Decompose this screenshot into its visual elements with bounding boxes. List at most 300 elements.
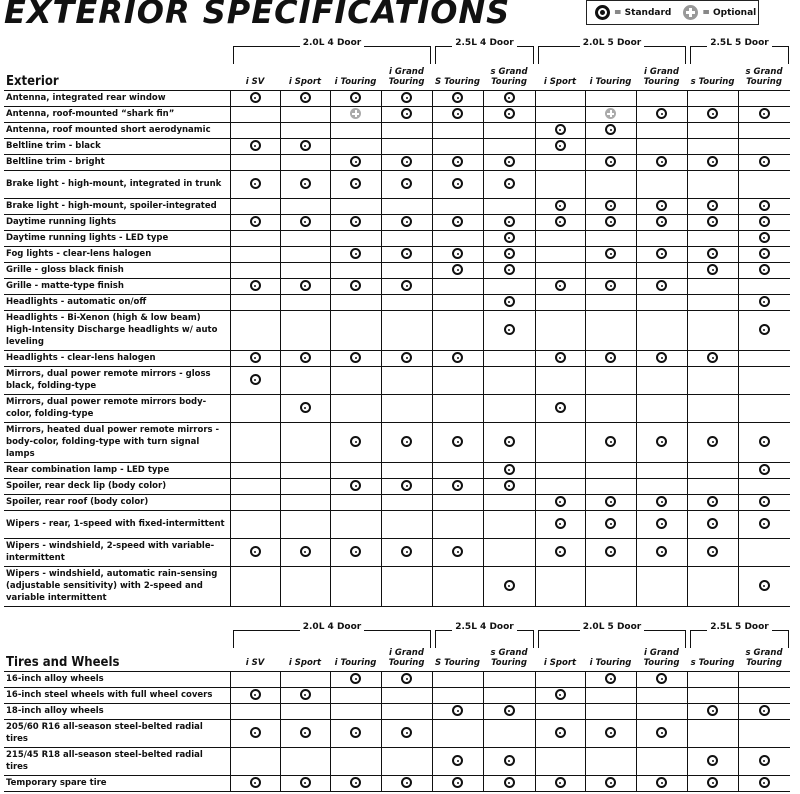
availability-cell: [230, 170, 280, 198]
availability-cell: [432, 566, 483, 606]
availability-cell: [535, 230, 585, 246]
availability-cell: [687, 246, 738, 262]
availability-cell: [636, 422, 687, 462]
group-label: 2.0L 5 Door: [580, 622, 644, 632]
optional-icon: [605, 108, 616, 119]
standard-icon: [504, 296, 515, 307]
availability-cell: [381, 262, 432, 278]
availability-cell: [687, 106, 738, 122]
availability-cell: [535, 198, 585, 214]
availability-cell: [483, 262, 535, 278]
table-row: [4, 170, 790, 198]
availability-cell: [585, 154, 636, 170]
standard-icon: [656, 200, 667, 211]
availability-cell: [738, 687, 790, 703]
availability-cell: [535, 246, 585, 262]
availability-cell: [687, 366, 738, 394]
legend-optional-label: = Optional: [702, 7, 757, 18]
availability-cell: [585, 90, 636, 106]
availability-cell: [432, 538, 483, 566]
group-label: 2.0L 5 Door: [580, 38, 644, 48]
standard-icon: [759, 705, 770, 716]
availability-cell: [636, 478, 687, 494]
standard-icon: [707, 264, 718, 275]
availability-cell: [535, 494, 585, 510]
standard-icon: [350, 156, 361, 167]
standard-icon: [555, 777, 566, 788]
availability-cell: [280, 310, 330, 350]
standard-icon: [707, 755, 718, 766]
standard-icon: [656, 156, 667, 167]
availability-cell: [381, 230, 432, 246]
feature-label: Antenna, integrated rear window: [4, 90, 230, 106]
availability-cell: [585, 138, 636, 154]
availability-cell: [230, 462, 280, 478]
standard-icon: [350, 777, 361, 788]
standard-icon: [605, 496, 616, 507]
standard-icon: [605, 280, 616, 291]
availability-cell: [585, 494, 636, 510]
availability-cell: [432, 214, 483, 230]
availability-cell: [483, 478, 535, 494]
availability-cell: [432, 230, 483, 246]
availability-cell: [230, 214, 280, 230]
availability-cell: [432, 747, 483, 775]
standard-icon: [707, 546, 718, 557]
availability-cell: [738, 262, 790, 278]
availability-cell: [687, 775, 738, 791]
availability-cell: [381, 510, 432, 538]
availability-cell: [483, 154, 535, 170]
availability-cell: [432, 687, 483, 703]
standard-icon: [350, 280, 361, 291]
availability-cell: [585, 394, 636, 422]
availability-cell: [738, 350, 790, 366]
availability-cell: [381, 775, 432, 791]
feature-label: Brake light - high-mount, spoiler-integrated: [4, 198, 230, 214]
standard-icon: [452, 248, 463, 259]
availability-cell: [636, 230, 687, 246]
availability-cell: [432, 350, 483, 366]
standard-icon: [452, 777, 463, 788]
standard-icon: [350, 436, 361, 447]
availability-cell: [738, 478, 790, 494]
availability-cell: [636, 90, 687, 106]
availability-cell: [381, 154, 432, 170]
standard-icon: [759, 264, 770, 275]
standard-icon: [707, 777, 718, 788]
availability-cell: [535, 719, 585, 747]
standard-icon: [401, 108, 412, 119]
availability-cell: [432, 122, 483, 138]
standard-icon: [401, 436, 412, 447]
trim-header: i Sport: [280, 639, 330, 671]
standard-icon: [759, 777, 770, 788]
standard-icon: [300, 402, 311, 413]
availability-cell: [230, 775, 280, 791]
availability-cell: [636, 747, 687, 775]
trim-header: s Touring: [687, 639, 738, 671]
availability-cell: [483, 198, 535, 214]
standard-icon: [656, 436, 667, 447]
table-row: [4, 510, 790, 538]
availability-cell: [687, 687, 738, 703]
availability-cell: [432, 510, 483, 538]
availability-cell: [585, 230, 636, 246]
availability-cell: [585, 719, 636, 747]
availability-cell: [330, 538, 381, 566]
standard-icon: [250, 280, 261, 291]
table-row: [4, 138, 790, 154]
availability-cell: [330, 262, 381, 278]
standard-icon: [350, 480, 361, 491]
standard-icon: [555, 200, 566, 211]
availability-cell: [330, 687, 381, 703]
table-row: [4, 294, 790, 310]
availability-cell: [381, 350, 432, 366]
availability-cell: [230, 198, 280, 214]
availability-cell: [636, 703, 687, 719]
group-label: 2.5L 4 Door: [452, 622, 516, 632]
feature-label: Daytime running lights: [4, 214, 230, 230]
availability-cell: [636, 246, 687, 262]
standard-icon: [250, 777, 261, 788]
availability-cell: [280, 138, 330, 154]
availability-cell: [535, 510, 585, 538]
group-label: 2.0L 4 Door: [300, 622, 364, 632]
standard-icon: [707, 705, 718, 716]
availability-cell: [330, 294, 381, 310]
availability-cell: [230, 106, 280, 122]
table-row: [4, 246, 790, 262]
availability-cell: [687, 462, 738, 478]
availability-cell: [280, 494, 330, 510]
availability-cell: [330, 154, 381, 170]
availability-cell: [636, 494, 687, 510]
availability-cell: [738, 106, 790, 122]
availability-cell: [687, 90, 738, 106]
group-label: 2.0L 4 Door: [300, 38, 364, 48]
availability-cell: [381, 310, 432, 350]
standard-icon: [656, 496, 667, 507]
tires-table: [4, 639, 790, 792]
availability-cell: [483, 310, 535, 350]
availability-cell: [230, 538, 280, 566]
standard-icon: [759, 232, 770, 243]
standard-icon: [707, 518, 718, 529]
availability-cell: [636, 154, 687, 170]
availability-cell: [585, 294, 636, 310]
table-row: [4, 230, 790, 246]
availability-cell: [738, 138, 790, 154]
standard-icon: [401, 248, 412, 259]
feature-label: Spoiler, rear roof (body color): [4, 494, 230, 510]
standard-icon: [350, 216, 361, 227]
availability-cell: [535, 122, 585, 138]
availability-cell: [585, 671, 636, 687]
availability-cell: [330, 214, 381, 230]
availability-cell: [738, 775, 790, 791]
availability-cell: [483, 671, 535, 687]
feature-label: Grille - matte-type finish: [4, 278, 230, 294]
availability-cell: [636, 566, 687, 606]
availability-cell: [585, 703, 636, 719]
availability-cell: [230, 310, 280, 350]
standard-icon: [759, 464, 770, 475]
availability-cell: [636, 394, 687, 422]
optional-icon: [683, 5, 698, 20]
standard-icon: [250, 178, 261, 189]
standard-icon: [401, 673, 412, 684]
availability-cell: [585, 170, 636, 198]
availability-cell: [230, 671, 280, 687]
availability-cell: [535, 366, 585, 394]
standard-icon: [452, 546, 463, 557]
standard-icon: [452, 178, 463, 189]
standard-icon: [350, 727, 361, 738]
availability-cell: [432, 154, 483, 170]
standard-icon: [707, 216, 718, 227]
standard-icon: [504, 464, 515, 475]
availability-cell: [230, 478, 280, 494]
standard-icon: [504, 436, 515, 447]
standard-icon: [605, 546, 616, 557]
standard-icon: [555, 402, 566, 413]
availability-cell: [687, 566, 738, 606]
availability-cell: [381, 138, 432, 154]
availability-cell: [280, 422, 330, 462]
exterior-table: [4, 58, 790, 607]
trim-header: i Touring: [585, 639, 636, 671]
availability-cell: [280, 366, 330, 394]
availability-cell: [381, 478, 432, 494]
standard-icon: [452, 755, 463, 766]
feature-label: Grille - gloss black finish: [4, 262, 230, 278]
availability-cell: [535, 310, 585, 350]
standard-icon: [401, 156, 412, 167]
standard-icon: [504, 156, 515, 167]
availability-cell: [280, 154, 330, 170]
standard-icon: [504, 92, 515, 103]
availability-cell: [230, 154, 280, 170]
availability-cell: [330, 478, 381, 494]
availability-cell: [535, 106, 585, 122]
availability-cell: [432, 703, 483, 719]
standard-icon: [300, 689, 311, 700]
availability-cell: [585, 106, 636, 122]
feature-label: 16-inch alloy wheels: [4, 671, 230, 687]
standard-icon: [401, 352, 412, 363]
trim-header: s Grand Touring: [738, 58, 790, 90]
availability-cell: [330, 494, 381, 510]
availability-cell: [230, 294, 280, 310]
availability-cell: [280, 106, 330, 122]
standard-icon: [504, 755, 515, 766]
availability-cell: [432, 198, 483, 214]
availability-cell: [483, 246, 535, 262]
standard-icon: [707, 156, 718, 167]
availability-cell: [381, 687, 432, 703]
availability-cell: [230, 262, 280, 278]
standard-icon: [401, 216, 412, 227]
feature-label: 205/60 R16 all-season steel-belted radial tires: [4, 719, 230, 747]
standard-icon: [350, 673, 361, 684]
availability-cell: [330, 246, 381, 262]
feature-label: Mirrors, dual power remote mirrors - gloss black, folding-type: [4, 366, 230, 394]
availability-cell: [535, 90, 585, 106]
availability-cell: [535, 671, 585, 687]
availability-cell: [330, 106, 381, 122]
table-row: [4, 394, 790, 422]
trim-header: i Grand Touring: [381, 639, 432, 671]
standard-icon: [759, 496, 770, 507]
availability-cell: [280, 703, 330, 719]
standard-icon: [605, 673, 616, 684]
availability-cell: [687, 154, 738, 170]
standard-icon: [555, 546, 566, 557]
standard-icon: [707, 352, 718, 363]
availability-cell: [432, 278, 483, 294]
standard-icon: [250, 92, 261, 103]
availability-cell: [636, 138, 687, 154]
trim-header: s Grand Touring: [483, 58, 535, 90]
availability-cell: [381, 671, 432, 687]
availability-cell: [432, 170, 483, 198]
availability-cell: [535, 138, 585, 154]
trim-header: i Grand Touring: [636, 58, 687, 90]
feature-label: Antenna, roof-mounted “shark fin”: [4, 106, 230, 122]
feature-label: Spoiler, rear deck lip (body color): [4, 478, 230, 494]
availability-cell: [636, 350, 687, 366]
standard-icon: [350, 546, 361, 557]
availability-cell: [381, 719, 432, 747]
availability-cell: [280, 294, 330, 310]
standard-icon: [504, 108, 515, 119]
availability-cell: [483, 422, 535, 462]
trim-header: s Touring: [687, 58, 738, 90]
standard-icon: [656, 280, 667, 291]
availability-cell: [280, 230, 330, 246]
availability-cell: [330, 703, 381, 719]
table-row: [4, 566, 790, 606]
trim-header: s Grand Touring: [738, 639, 790, 671]
availability-cell: [738, 366, 790, 394]
availability-cell: [280, 246, 330, 262]
availability-cell: [330, 366, 381, 394]
standard-icon: [555, 689, 566, 700]
availability-cell: [636, 671, 687, 687]
table-row: [4, 310, 790, 350]
availability-cell: [636, 687, 687, 703]
feature-label: Wipers - rear, 1-speed with fixed-intermittent: [4, 510, 230, 538]
table-row: [4, 122, 790, 138]
group-label: 2.5L 5 Door: [707, 38, 771, 48]
availability-cell: [432, 671, 483, 687]
availability-cell: [330, 510, 381, 538]
standard-icon: [555, 280, 566, 291]
table-row: [4, 671, 790, 687]
availability-cell: [280, 538, 330, 566]
availability-cell: [687, 294, 738, 310]
standard-icon: [656, 216, 667, 227]
standard-icon: [300, 280, 311, 291]
availability-cell: [432, 775, 483, 791]
availability-cell: [483, 278, 535, 294]
availability-cell: [483, 747, 535, 775]
availability-cell: [535, 703, 585, 719]
feature-label: 16-inch steel wheels with full wheel covers: [4, 687, 230, 703]
table-row: [4, 214, 790, 230]
availability-cell: [636, 719, 687, 747]
availability-cell: [535, 214, 585, 230]
standard-icon: [555, 727, 566, 738]
feature-label: Daytime running lights - LED type: [4, 230, 230, 246]
standard-icon: [759, 755, 770, 766]
availability-cell: [330, 422, 381, 462]
trim-header: i SV: [230, 58, 280, 90]
availability-cell: [636, 462, 687, 478]
availability-cell: [738, 214, 790, 230]
availability-cell: [381, 703, 432, 719]
availability-cell: [636, 170, 687, 198]
feature-label: Antenna, roof mounted short aerodynamic: [4, 122, 230, 138]
availability-cell: [280, 719, 330, 747]
availability-cell: [636, 214, 687, 230]
availability-cell: [230, 747, 280, 775]
availability-cell: [230, 278, 280, 294]
availability-cell: [381, 566, 432, 606]
availability-cell: [330, 775, 381, 791]
availability-cell: [280, 478, 330, 494]
standard-icon: [452, 92, 463, 103]
availability-cell: [483, 462, 535, 478]
group-label: 2.5L 4 Door: [452, 38, 516, 48]
standard-icon: [300, 352, 311, 363]
standard-icon: [555, 352, 566, 363]
availability-cell: [535, 775, 585, 791]
availability-cell: [230, 122, 280, 138]
availability-cell: [280, 278, 330, 294]
standard-icon: [452, 480, 463, 491]
feature-label: Wipers - windshield, 2-speed with variable-intermittent: [4, 538, 230, 566]
trim-header: S Touring: [432, 639, 483, 671]
availability-cell: [738, 538, 790, 566]
group-label: 2.5L 5 Door: [707, 622, 771, 632]
availability-cell: [381, 494, 432, 510]
availability-cell: [585, 214, 636, 230]
feature-label: Mirrors, heated dual power remote mirrors - body-color, folding-type with turn signal lamps: [4, 422, 230, 462]
standard-icon: [452, 156, 463, 167]
availability-cell: [687, 170, 738, 198]
feature-label: Rear combination lamp - LED type: [4, 462, 230, 478]
availability-cell: [687, 394, 738, 422]
standard-icon: [707, 248, 718, 259]
availability-cell: [280, 566, 330, 606]
standard-icon: [656, 518, 667, 529]
standard-icon: [401, 546, 412, 557]
availability-cell: [585, 262, 636, 278]
table-row: [4, 198, 790, 214]
availability-cell: [483, 294, 535, 310]
availability-cell: [738, 494, 790, 510]
standard-icon: [504, 232, 515, 243]
trim-header: i Sport: [535, 58, 585, 90]
standard-icon: [250, 689, 261, 700]
standard-icon: [300, 140, 311, 151]
availability-cell: [230, 703, 280, 719]
availability-cell: [381, 422, 432, 462]
table-row: [4, 703, 790, 719]
